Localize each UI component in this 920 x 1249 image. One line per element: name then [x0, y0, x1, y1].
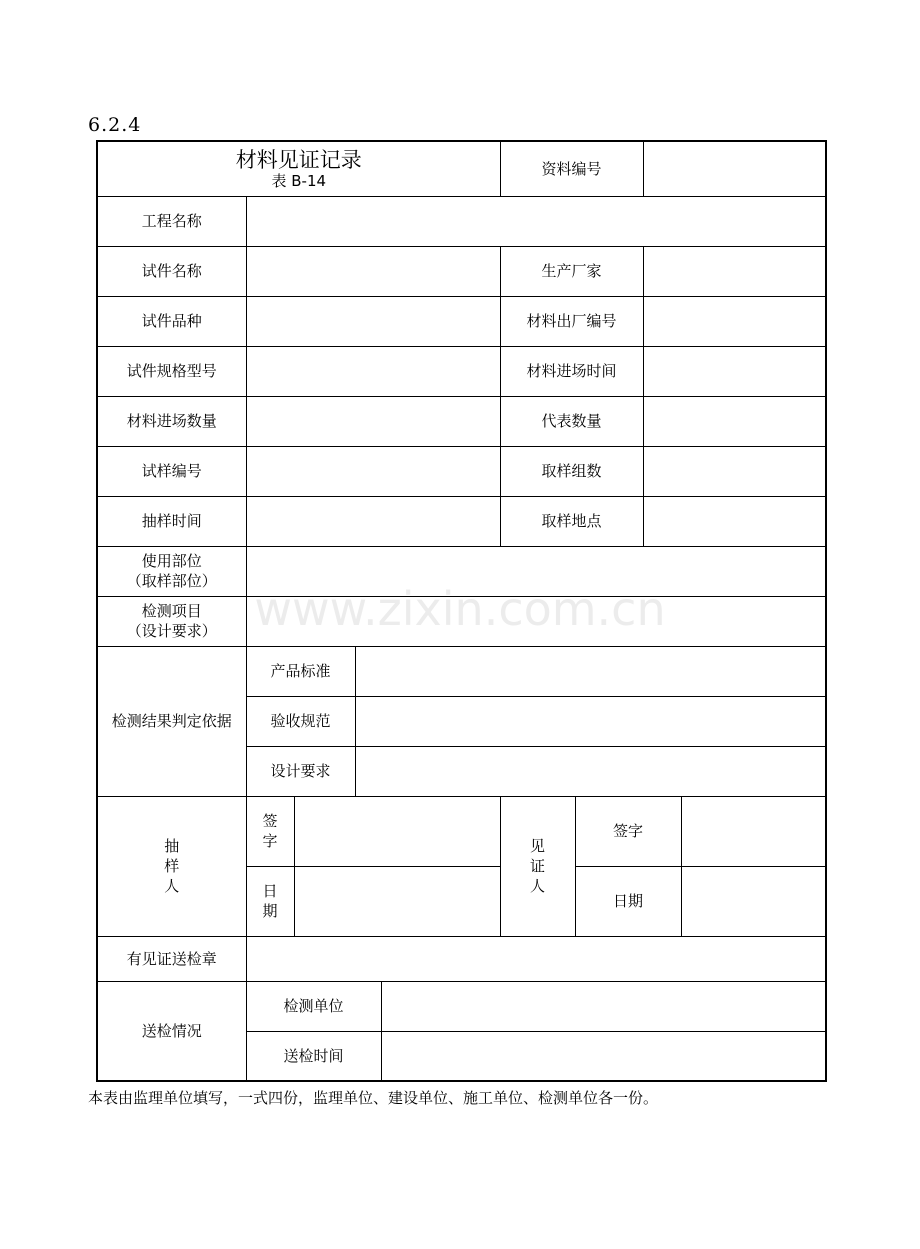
use-part-label	[97, 546, 246, 596]
sampler-sign-field[interactable]	[294, 796, 500, 866]
entry-time-label: 材料进场时间	[500, 346, 643, 396]
sample-name-label: 试件名称	[97, 246, 246, 296]
sampling-time-label: 抽样时间	[97, 496, 246, 546]
entry-qty-field[interactable]	[246, 396, 500, 446]
sampler-date-label	[246, 866, 294, 936]
basis-label: 检测结果判定依据	[97, 646, 246, 796]
witness-sign-field[interactable]	[681, 796, 826, 866]
test-unit-label: 检测单位	[246, 981, 381, 1031]
use-part-label-line2: （取样部位）	[126, 572, 217, 590]
witness-sign-label: 签字	[575, 796, 681, 866]
witness-date-label: 日期	[575, 866, 681, 936]
product-std-field[interactable]	[355, 646, 826, 696]
acceptance-code-label: 验收规范	[246, 696, 355, 746]
rep-qty-field[interactable]	[643, 396, 826, 446]
design-req-label: 设计要求	[246, 746, 355, 796]
sampler-date-field[interactable]	[294, 866, 500, 936]
sample-variety-field[interactable]	[246, 296, 500, 346]
factory-no-label: 材料出厂编号	[500, 296, 643, 346]
sampler-date-label-text: 日期	[262, 882, 278, 920]
doc-no-field[interactable]	[643, 141, 826, 196]
test-items-label-line2: （设计要求）	[126, 622, 217, 640]
entry-time-field[interactable]	[643, 346, 826, 396]
footer-note: 本表由监理单位填写，一式四份，监理单位、建设单位、施工单位、检测单位各一份。	[88, 1089, 659, 1107]
sampler-label-text: 抽样人	[164, 837, 180, 895]
witness-seal-field[interactable]	[246, 936, 826, 981]
acceptance-code-field[interactable]	[355, 696, 826, 746]
sampling-time-field[interactable]	[246, 496, 500, 546]
sample-name-field[interactable]	[246, 246, 500, 296]
sample-spec-field[interactable]	[246, 346, 500, 396]
submit-time-label: 送检时间	[246, 1031, 381, 1081]
test-items-label	[97, 596, 246, 646]
submission-label: 送检情况	[97, 981, 246, 1081]
product-std-label: 产品标准	[246, 646, 355, 696]
test-items-label-line1: 检测项目	[141, 602, 202, 620]
submit-time-field[interactable]	[381, 1031, 826, 1081]
material-witness-record-form	[96, 140, 827, 1082]
sampling-place-field[interactable]	[643, 496, 826, 546]
manufacturer-field[interactable]	[643, 246, 826, 296]
sample-variety-label: 试件品种	[97, 296, 246, 346]
sampler-sign-label-text: 签字	[262, 812, 278, 850]
test-unit-field[interactable]	[381, 981, 826, 1031]
sample-spec-label: 试件规格型号	[97, 346, 246, 396]
sample-groups-field[interactable]	[643, 446, 826, 496]
use-part-label-line1: 使用部位	[141, 552, 202, 570]
form-title: 材料见证记录	[235, 147, 362, 172]
sampler-label	[97, 796, 246, 936]
test-items-field[interactable]	[246, 596, 826, 646]
use-part-field[interactable]	[246, 546, 826, 596]
design-req-field[interactable]	[355, 746, 826, 796]
witness-seal-label: 有见证送检章	[97, 936, 246, 981]
form-subtitle: 表 B-14	[271, 171, 327, 190]
doc-no-label: 资料编号	[500, 141, 643, 196]
project-name-label: 工程名称	[97, 196, 246, 246]
witness-date-field[interactable]	[681, 866, 826, 936]
form-title-cell	[97, 141, 500, 196]
witness-label	[500, 796, 575, 936]
sample-no-label: 试样编号	[97, 446, 246, 496]
section-number: 6.2.4	[88, 114, 142, 136]
sampler-sign-label	[246, 796, 294, 866]
project-name-field[interactable]	[246, 196, 826, 246]
sample-no-field[interactable]	[246, 446, 500, 496]
sampling-place-label: 取样地点	[500, 496, 643, 546]
rep-qty-label: 代表数量	[500, 396, 643, 446]
watermark: www.zixin.com.cn	[254, 582, 666, 636]
manufacturer-label: 生产厂家	[500, 246, 643, 296]
witness-label-text: 见证人	[529, 837, 545, 895]
sample-groups-label: 取样组数	[500, 446, 643, 496]
factory-no-field[interactable]	[643, 296, 826, 346]
entry-qty-label: 材料进场数量	[97, 396, 246, 446]
